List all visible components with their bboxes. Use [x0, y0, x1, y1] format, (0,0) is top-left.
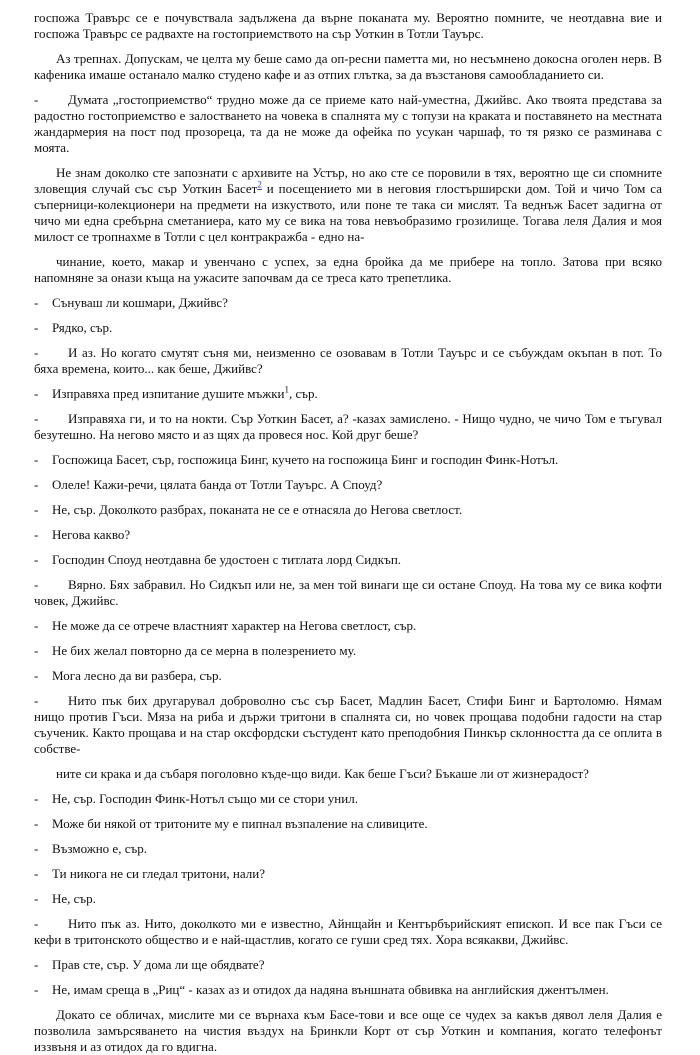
dialogue-line — [34, 345, 662, 377]
dialogue-line — [34, 618, 662, 634]
dialogue-dash: - — [34, 791, 39, 806]
dialogue-dash: - — [34, 477, 39, 492]
body-paragraph — [34, 10, 662, 42]
dialogue-line — [34, 502, 662, 518]
dialogue-dash: - — [34, 345, 39, 360]
dialogue-text: Нито пък бих другарувал доброволно със сър Басет, Мадлин Басет, Стифи Бинг и Бартоломю. Нямам нищо против Гъси. Мяза на риба и държи тритони в спалнята си, но човек прощава подобни гадости на стар съученик. Както прощава и на стар оксфордски състудент като преподобния Пинкър склонността да се оплита в собстве- — [34, 693, 662, 756]
dialogue-line — [34, 411, 662, 443]
dialogue-text: Сънуваш ли кошмари, Джийвс? — [52, 295, 228, 310]
dialogue-line — [34, 452, 662, 468]
dialogue-dash: - — [34, 527, 39, 542]
dialogue-dash: - — [34, 295, 39, 310]
dialogue-line — [34, 552, 662, 568]
dialogue-line — [34, 982, 662, 998]
dialogue-text: Не, сър. Доколкото разбрах, поканата не се е отнасяла до Негова светлост. — [52, 502, 463, 517]
dialogue-line — [34, 816, 662, 832]
dialogue-text: Ти никога не си гледал тритони, нали? — [52, 866, 265, 881]
dialogue-dash: - — [34, 643, 39, 658]
paragraph-text: чинание, което, макар и увенчано с успех, за една бройка да ме прибере на топло. Затова при всяко напомняне за онази къща на ужасите започвам да се треса като трепетлика. — [34, 254, 662, 285]
dialogue-dash: - — [34, 411, 39, 426]
dialogue-line — [34, 386, 662, 402]
body-paragraph — [34, 254, 662, 286]
dialogue-text: Негова какво? — [52, 527, 131, 542]
dialogue-text: Рядко, сър. — [52, 320, 113, 335]
dialogue-dash: - — [34, 320, 39, 335]
dialogue-dash: - — [34, 92, 39, 107]
dialogue-text: Не бих желал повторно да се мерна в полезрението му. — [52, 643, 357, 658]
dialogue-line — [34, 668, 662, 684]
dialogue-dash: - — [34, 502, 39, 517]
dialogue-text: Госпожица Басет, сър, госпожица Бинг, кучето на госпожица Бинг и господин Финк-Нотъл. — [52, 452, 559, 467]
dialogue-dash: - — [34, 618, 39, 633]
dialogue-text: Може би някой от тритоните му е пипнал възпаление на сливиците. — [52, 816, 428, 831]
dialogue-line — [34, 643, 662, 659]
dialogue-dash: - — [34, 916, 39, 931]
dialogue-text-part: Изправяха пред изпитание душите мъжки — [52, 386, 285, 401]
dialogue-dash: - — [34, 577, 39, 592]
dialogue-line — [34, 891, 662, 907]
dialogue-text: Възможно е, сър. — [52, 841, 147, 856]
dialogue-text — [52, 386, 662, 402]
dialogue-text: Мога лесно да ви разбера, сър. — [52, 668, 222, 683]
dialogue-line — [34, 916, 662, 948]
dialogue-text: И аз. Но когато смутят съня ми, неизменно се озовавам в Тотли Тауърс и се събуждам окъпан в пот. То бяха времена, които... как беше, Джийвс? — [34, 345, 662, 376]
dialogue-dash: - — [34, 866, 39, 881]
dialogue-line — [34, 477, 662, 493]
paragraph-text: Докато се обличах, мислите ми се върнаха към Басе-тови и все още се чудех за какъв дявол леля Далия е позволила замърсяването на чистия въздух на Бринкли Корт от сър Уоткин и компания, когато телефонът иззвъня и аз отидох да го вдигна. — [34, 1007, 662, 1054]
dialogue-text: Прав сте, сър. У дома ли ще обядвате? — [52, 957, 265, 972]
dialogue-dash: - — [34, 841, 39, 856]
dialogue-line — [34, 791, 662, 807]
dialogue-text: Изправяха ги, и то на нокти. Сър Уоткин Басет, а? -казах замислено. - Нищо чудно, че чичо Том е тъгувал безутешно. На негово място и аз щях да провеся нос. Кой друг беше? — [34, 411, 662, 442]
dialogue-line — [34, 295, 662, 311]
paragraph-text: ните си крака и да събаря поголовно къде-що види. Как беше Гъси? Бъкаше ли от жизнерадост? — [56, 766, 589, 781]
paragraph-text: Аз трепнах. Допускам, че целта му беше само да оп-ресни паметта ми, но несъмнено докосна оголен нерв. В кафеника имаше останало малко студено кафе и аз отпих глътка, за да възстановя самообладанието си. — [34, 51, 662, 82]
dialogue-text: Господин Споуд неотдавна бе удостоен с титлата лорд Сидкъп. — [52, 552, 402, 567]
footnote-marker: 1 — [284, 384, 290, 395]
footnote-link[interactable]: 2 — [257, 179, 262, 190]
dialogue-line — [34, 92, 662, 156]
dialogue-dash: - — [34, 668, 39, 683]
paragraph-text: и посещението ми в неговия глостърширски дом. Той и чичо Том са съперници-колекционери на предмети на изкуството, или поне те така си мислят. Та веднъж Басет задигна от чичо ми една сребърна сметаниера, като му се вика на това невъобразимо грозилище. Тогава леля Далия и моя милост се тропнахме в Тотли с цел контракражба - едно на- — [34, 181, 662, 244]
paragraph-text: госпожа Травърс се е почувствала задължена да върне поканата му. Вероятно помните, че неотдавна вие и госпожа Травърс се радвахте на гостоприемството на сър Уоткин в Тотли Тауърс. — [34, 10, 662, 41]
dialogue-text: Олеле! Кажи-речи, цялата банда от Тотли Тауърс. А Споуд? — [52, 477, 383, 492]
dialogue-text: Не може да се отрече властният характер на Негова светлост, сър. — [52, 618, 417, 633]
dialogue-line — [34, 320, 662, 336]
paragraph-text: Не знам доколко сте запознати с архивите на Устър, но ако сте се поровили в тях, вероятно ще си спомните зловещия случай със сър Уоткин Басет — [34, 165, 662, 196]
dialogue-line — [34, 957, 662, 973]
dialogue-text: Не, сър. Господин Финк-Нотъл също ми се стори унил. — [52, 791, 358, 806]
dialogue-dash: - — [34, 957, 39, 972]
dialogue-line — [34, 577, 662, 609]
dialogue-line — [34, 527, 662, 543]
dialogue-dash: - — [34, 386, 39, 401]
dialogue-text: Вярно. Бях забравил. Но Сидкъп или не, за мен той винаги ще си остане Споуд. На това му се вика кофти човек, Джийвс. — [34, 577, 662, 608]
body-paragraph — [34, 766, 662, 782]
body-paragraph — [34, 51, 662, 83]
dialogue-dash: - — [34, 982, 39, 997]
dialogue-dash: - — [34, 552, 39, 567]
dialogue-text-part: , сър. — [289, 386, 318, 401]
dialogue-text: Нито пък аз. Нито, доколкото ми е известно, Айнщайн и Кентърбърийският епископ. И все пак Гъси се кефи в тритонското общество и е най-щастлив, когато се гуши сред тях. Хора всякакви, Джийвс. — [34, 916, 662, 947]
dialogue-dash: - — [34, 693, 39, 708]
dialogue-dash: - — [34, 816, 39, 831]
dialogue-line — [34, 866, 662, 882]
body-paragraph — [34, 1007, 662, 1055]
dialogue-dash: - — [34, 891, 39, 906]
body-paragraph — [34, 165, 662, 245]
dialogue-line — [34, 693, 662, 757]
dialogue-dash: - — [34, 452, 39, 467]
dialogue-text: Не, имам среща в „Риц“ - казах аз и отидох да надяна външната обвивка на английския джентълмен. — [52, 982, 609, 997]
dialogue-text: Не, сър. — [52, 891, 96, 906]
dialogue-line — [34, 841, 662, 857]
dialogue-text: Думата „гостоприемство“ трудно може да се приеме като най-уместна, Джийвс. Ако твоята представа за радостно гостоприемство е залостването на човека в спалнята му с топузи на краката и поставянето на местната жандармерия на пост под прозореца, та да не може да офейка по усукан чаршаф, то тя рязко се разминава с моята. — [34, 92, 662, 155]
